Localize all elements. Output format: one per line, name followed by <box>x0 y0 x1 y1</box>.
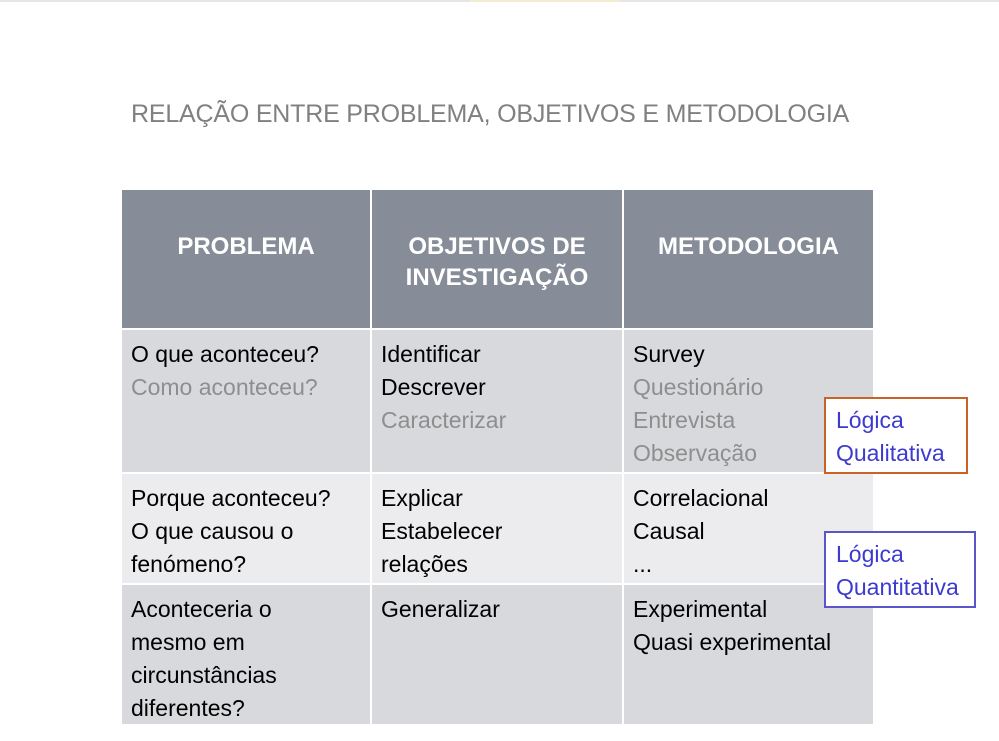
header-objetivos-line-2: INVESTIGAÇÃO <box>405 264 589 291</box>
logica-quantitativa-line-1: Lógica <box>836 541 904 567</box>
top-accent <box>470 0 620 2</box>
row1-metodologia-line: Survey <box>633 341 705 367</box>
row1-metodologia-line: Entrevista <box>633 407 736 433</box>
logica-qualitativa-box <box>824 397 968 474</box>
row2-objetivos-line: Estabelecer <box>381 518 503 544</box>
slide-title: RELAÇÃO ENTRE PROBLEMA, OBJETIVOS E METODOLOGIA <box>131 100 850 128</box>
row3-objetivos-line: Generalizar <box>381 596 500 622</box>
row2-problema-line: O que causou o <box>131 518 294 544</box>
row1-objetivos-line: Identificar <box>381 341 481 367</box>
row2-objetivos-line: relações <box>381 551 468 577</box>
row3-metodologia-line: Quasi experimental <box>633 629 832 655</box>
row2-objetivos-line: Explicar <box>381 485 463 511</box>
row3-metodologia-line: Experimental <box>633 596 768 622</box>
logica-quantitativa-box <box>824 531 976 608</box>
row3-objetivos-cell <box>372 585 622 724</box>
relation-table <box>122 190 873 724</box>
row3-problema-line: Aconteceria o <box>131 596 272 622</box>
row1-metodologia-line: Questionário <box>633 374 764 400</box>
row3-problema-cell <box>122 585 370 724</box>
header-metodologia-text: METODOLOGIA <box>658 233 839 260</box>
logica-quantitativa-line-2: Quantitativa <box>836 574 959 600</box>
logica-qualitativa-line-1: Lógica <box>836 407 904 433</box>
header-problema-text: PROBLEMA <box>177 233 315 260</box>
row2-objetivos-cell <box>372 474 622 583</box>
row2-problema-line: Porque aconteceu? <box>131 485 331 511</box>
header-metodologia <box>624 190 873 328</box>
row1-problema-line: O que aconteceu? <box>131 341 319 367</box>
row2-problema-cell <box>122 474 370 583</box>
row1-objetivos-line: Descrever <box>381 374 486 400</box>
row1-objetivos-line: Caracterizar <box>381 407 507 433</box>
row1-metodologia-line: Observação <box>633 440 758 466</box>
header-objetivos-line-1: OBJETIVOS DE <box>408 233 586 260</box>
row1-objetivos-cell <box>372 330 622 472</box>
row1-problema-line: Como aconteceu? <box>131 374 318 400</box>
header-objetivos <box>372 190 622 328</box>
row3-problema-line: diferentes? <box>131 695 245 721</box>
row2-problema-line: fenómeno? <box>131 551 247 577</box>
logica-qualitativa-line-2: Qualitativa <box>836 440 945 466</box>
row1-problema-cell <box>122 330 370 472</box>
row3-problema-line: mesmo em <box>131 629 245 655</box>
row2-metodologia-line: Causal <box>633 518 705 544</box>
header-problema <box>122 190 370 328</box>
row2-metodologia-line: Correlacional <box>633 485 769 511</box>
row2-metodologia-line: ... <box>633 551 653 577</box>
row3-problema-line: circunstâncias <box>131 662 277 688</box>
